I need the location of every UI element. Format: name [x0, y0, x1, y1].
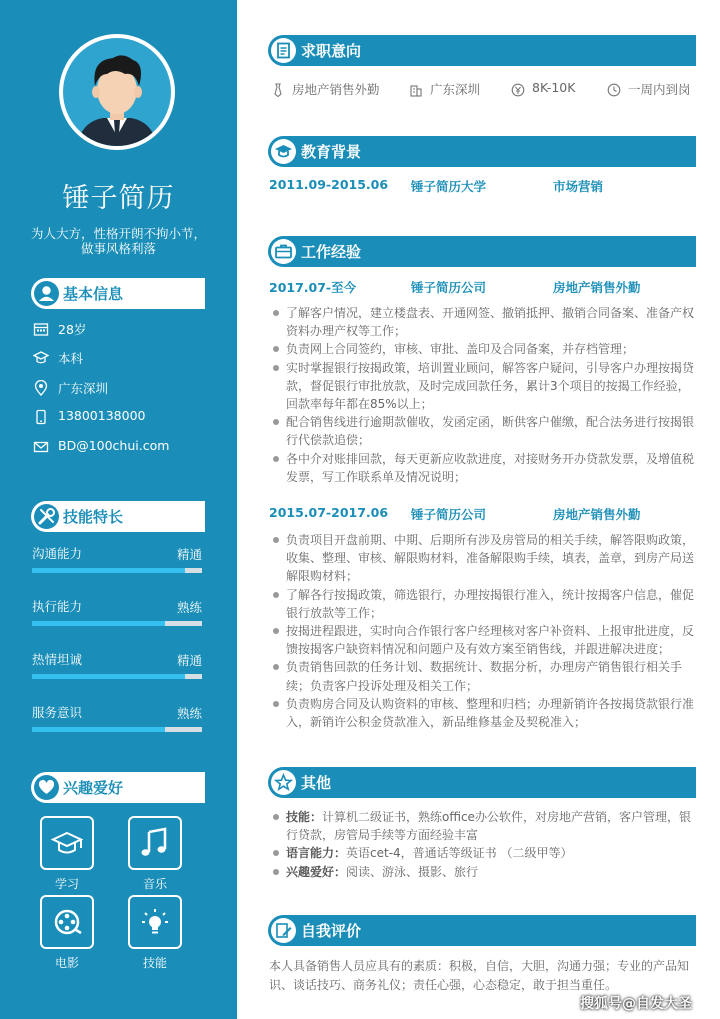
avatar-person-icon [63, 38, 171, 146]
calendar-icon [33, 321, 49, 337]
skill-bar [32, 568, 202, 573]
hobby-skill: 技能 [128, 895, 182, 971]
education-header: 教育背景 [268, 136, 696, 167]
lightbulb-icon [130, 897, 180, 947]
heart-icon [34, 775, 59, 800]
other-header: 其他 [268, 767, 696, 798]
list-item: 配合销售线进行逾期款催收，发函定函，断供客户催缴，配合法务进行按揭银行代偿款追偿； [270, 413, 695, 449]
profile-name: 锤子简历 [62, 183, 175, 214]
user-icon [34, 281, 59, 306]
other-list [270, 808, 695, 881]
skill-bar [32, 727, 202, 732]
list-item: 负责网上合同签约，审核、审批、盖印及合同备案，并存档管理； [270, 340, 695, 358]
list-item: 负责销售回款的任务计划、数据统计、数据分析，办理房产销售银行相关手续；负责客户投诉处理及相关工作； [270, 658, 695, 694]
skill-bar [32, 621, 202, 626]
work-header: 工作经验 [268, 236, 696, 267]
star-icon [271, 770, 296, 795]
list-item: 各中介对账排回款，每天更新应收款进度，对接财务开办贷款发票，及增值税发票，写工作联系单及情况说明； [270, 450, 695, 486]
profile-motto: 为人大方，性格开朗不拘小节， 做事风格利落 [30, 226, 206, 256]
list-item: 兴趣爱好：阅读、游泳、摄影、旅行 [270, 863, 695, 881]
graduation-cap-icon [271, 139, 296, 164]
list-item: 了解各行按揭政策，筛选银行，办理按揭银行准入，统计按揭客户信息，催促银行放款等工作； [270, 586, 695, 622]
film-reel-icon [42, 897, 92, 947]
job-bullets [270, 304, 695, 486]
job-bullets [270, 531, 695, 731]
intent-header: 求职意向 [268, 35, 696, 66]
tie-icon [271, 83, 285, 97]
clock-icon [607, 83, 621, 97]
hobby-music: 音乐 [128, 816, 182, 892]
graduation-cap-icon [33, 350, 49, 366]
hobby-movie: 电影 [40, 895, 94, 971]
list-item: 按揭进程跟进，实时向合作银行客户经理核对客户补资料、上报审批进度，反馈按揭客户缺资料情况和问题户及有效方案至销售线，并跟进解决进度； [270, 622, 695, 658]
money-icon [511, 83, 525, 97]
music-note-icon [130, 818, 180, 868]
hobbies-header: 兴趣爱好 [31, 772, 205, 803]
list-item: 负责项目开盘前期、中期、后期所有涉及房管局的相关手续，解答限购政策，收集、整理、审核、解限购材料，准备解限购手续，填表，盖章，到房产局送解限购材料； [270, 531, 695, 586]
edit-icon [271, 918, 296, 943]
hobby-study: 学习 [40, 816, 94, 892]
email-icon [33, 439, 49, 455]
list-item: 了解客户情况，建立楼盘表、开通网签、撤销抵押、撤销合同备案、准备产权资料办理产权等工作； [270, 304, 695, 340]
avatar [59, 34, 175, 150]
watermark: 搜狐号@自发大圣 [580, 996, 692, 1012]
briefcase-icon [271, 239, 296, 264]
basic-info-header: 基本信息 [31, 278, 205, 309]
self-eval-text: 本人具备销售人员应具有的素质：积极，自信，大胆，沟通力强；专业的产品知识、谈话技巧、商务礼仪；责任心强，心态稳定，敢于担当重任。 [269, 959, 690, 992]
skills-header: 技能特长 [31, 501, 205, 532]
list-item: 实时掌握银行按揭政策，培训置业顾问，解答客户疑问，引导客户办理按揭贷款，督促银行审批放款，及时完成回款任务，累计3个项目的按揭工作经验，回款率每年都在85%以上； [270, 359, 695, 414]
building-icon [409, 83, 423, 97]
tools-icon [34, 504, 59, 529]
self-eval-header: 自我评价 [268, 915, 696, 946]
list-item: 负责购房合同及认购资料的审核、整理和归档；办理新销许各按揭贷款银行准入，新销许公积金贷款准入，新品维修基金及契税准入； [270, 695, 695, 731]
location-pin-icon [33, 380, 49, 396]
skill-bar [32, 674, 202, 679]
graduation-cap-icon [42, 818, 92, 868]
document-icon [271, 38, 296, 63]
phone-icon [33, 409, 49, 425]
list-item: 语言能力：英语cet-4，普通话等级证书 （二级甲等） [270, 844, 695, 862]
sidebar: 锤子简历 为人大方，性格开朗不拘小节， 做事风格利落 基本信息 28岁 本科 广东深圳 13800138000 BD@100chui.com 技能特长 沟通能力 精通 执行能力 熟练 热情坦诚 精通 服务意识 熟练 兴趣爱好 学习 音乐 电影 技能 [0, 0, 237, 1019]
list-item: 技能：计算机二级证书，熟练office办公软件，对房地产营销，客户管理，银行贷款，房管局手续等方面经验丰富 [270, 808, 695, 844]
